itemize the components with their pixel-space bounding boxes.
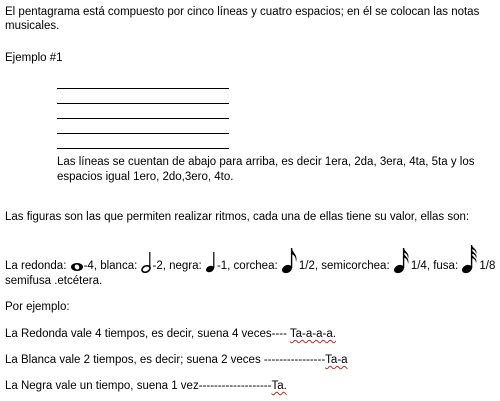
example-redonda [5, 328, 336, 340]
quarter-note-icon [205, 251, 217, 273]
blanca-value: -2, negra: [152, 260, 202, 272]
example-blanca [5, 354, 348, 366]
fusa-value: 1/8 [479, 260, 496, 272]
whole-note-icon [70, 262, 84, 272]
example-sound: Ta-a-a-a. [289, 328, 336, 340]
thirty-second-note-icon [461, 244, 479, 274]
staff-line-1 [57, 88, 229, 89]
staff-line-5 [57, 148, 229, 149]
negra-value: -1, corchea: [216, 260, 278, 272]
example-sound: Ta. [271, 380, 287, 392]
redonda-value: -4, blanca: [83, 260, 138, 272]
example-title: Ejemplo #1 [5, 52, 63, 64]
half-note-icon [141, 251, 153, 273]
figures-line [5, 244, 495, 274]
staff-line-3 [57, 118, 229, 119]
semicorchea-value: 1/4, fusa: [410, 260, 459, 272]
sixteenth-note-icon [393, 246, 411, 274]
example-text: La Redonda vale 4 tiempos, es decir, suena 4 veces---- [5, 328, 290, 340]
example-text: La Negra vale un tiempo, suena 1 vez------------------- [5, 380, 272, 392]
corchea-value: 1/2, semicorchea: [298, 260, 390, 272]
staff-line-4 [57, 133, 229, 134]
figures-intro: Las figuras son las que permiten realizar ritmos, cada una de ellas tiene su valor, ellas son: [5, 211, 470, 223]
example-text: La Blanca vale 2 tiempos, es decir; suena 2 veces ---------------- [5, 354, 326, 366]
staff-caption: Las líneas se cuentan de abajo para arriba, es decir 1era, 2da, 3era, 4ta, 5ta y los espacios igual 1ero, 2do,3ero, 4to. [57, 156, 475, 183]
redonda-label: La redonda: [5, 260, 67, 272]
semifusa-line: semifusa .etcétera. [5, 275, 103, 287]
intro-paragraph: El pentagrama está compuesto por cinco líneas y cuatro espacios; en él se colocan las notas musicales. [5, 6, 480, 32]
eighth-note-icon [281, 246, 299, 274]
example-negra [5, 380, 287, 392]
example-sound: Ta-a [325, 354, 348, 366]
example-label: Por ejemplo: [5, 301, 70, 313]
staff-line-2 [57, 103, 229, 104]
